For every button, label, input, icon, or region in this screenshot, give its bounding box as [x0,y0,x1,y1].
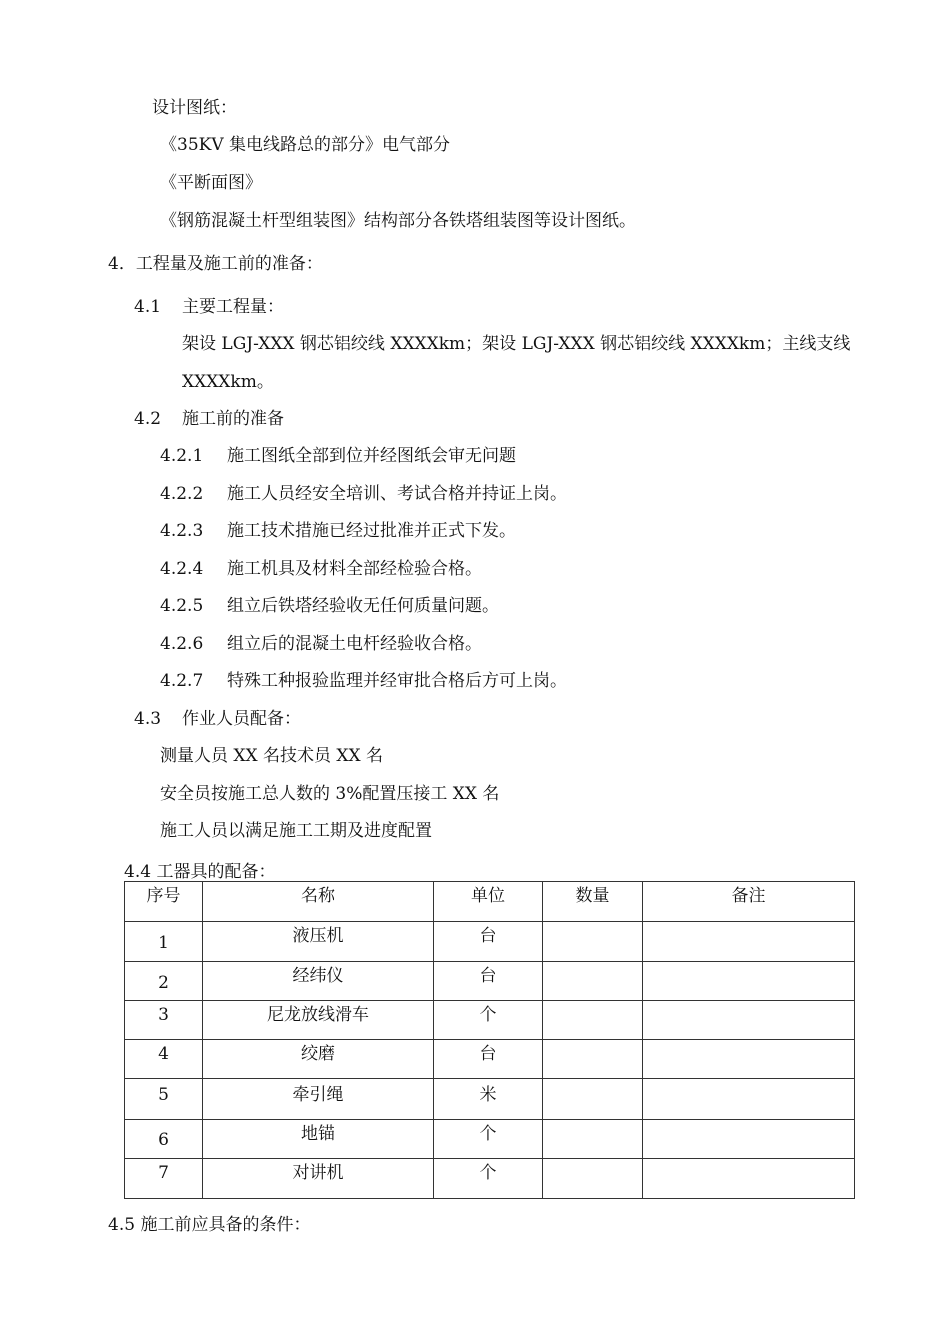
prep-item-number: 4.2.6 [160,634,204,654]
section-4-4-title: 4.4 工器具的配备： [124,862,276,882]
table-row [125,1001,855,1040]
workload-text-line-1: 架设 LGJ-XXX 钢芯铝绞线 XXXXkm；架设 LGJ-XXX 钢芯铝绞线 XXXXkm；主线支线 [182,334,851,354]
prep-item [160,520,516,542]
table-row [125,1040,855,1079]
prep-item-number: 4.2.1 [160,446,204,466]
cell-remarks [643,1001,855,1040]
cell-name: 地锚 [203,1120,434,1159]
prep-item-text: 组立后铁塔经验收无任何质量问题。 [227,596,499,616]
section-4-1-title: 主要工程量： [182,297,284,317]
table-row [125,1120,855,1159]
cell-remarks [643,962,855,1001]
prep-item-number: 4.2.3 [160,521,204,541]
cell-index: 3 [125,1001,203,1040]
cell-index: 1 [125,922,203,962]
staff-line-2: 安全员按施工总人数的 3%配置压接工 XX 名 [160,784,500,804]
table-header-row [125,882,855,922]
prep-item-text: 施工机具及材料全部经检验合格。 [227,559,482,579]
cell-index: 5 [125,1079,203,1120]
prep-item-number: 4.2.7 [160,671,204,691]
design-item-3: 《钢筋混凝土杆型组装图》结构部分各铁塔组装图等设计图纸。 [160,211,636,231]
section-4-2-title: 施工前的准备 [182,409,284,429]
section-4-3-title: 作业人员配备： [182,709,301,729]
table-row [125,962,855,1001]
workload-text-line-2: XXXXkm。 [182,372,274,392]
prep-item-text: 施工图纸全部到位并经图纸会审无问题 [227,446,516,466]
prep-item-text: 组立后的混凝土电杆经验收合格。 [227,634,482,654]
cell-name: 尼龙放线滑车 [203,1001,434,1040]
section-4-1-number: 4.1 [134,297,162,317]
prep-item-text: 施工人员经安全培训、考试合格并持证上岗。 [227,484,567,504]
column-header-remarks: 备注 [643,882,855,922]
section-4-2-heading [134,408,284,430]
column-header-quantity: 数量 [543,882,643,922]
cell-quantity [543,1120,643,1159]
cell-unit: 米 [434,1079,543,1120]
column-header-unit: 单位 [434,882,543,922]
cell-name: 牵引绳 [203,1079,434,1120]
prep-item [160,558,482,580]
table-row [125,1079,855,1120]
cell-remarks [643,1159,855,1199]
cell-unit: 台 [434,962,543,1001]
cell-quantity [543,1079,643,1120]
cell-quantity [543,962,643,1001]
cell-unit: 个 [434,1120,543,1159]
table-row [125,922,855,962]
cell-unit: 台 [434,922,543,962]
column-header-name: 名称 [203,882,434,922]
prep-item [160,670,567,692]
cell-remarks [643,1040,855,1079]
design-item-1: 《35KV 集电线路总的部分》电气部分 [160,135,451,155]
cell-quantity [543,1001,643,1040]
prep-item-text: 特殊工种报验监理并经审批合格后方可上岗。 [227,671,567,691]
staff-line-1: 测量人员 XX 名技术员 XX 名 [160,746,384,766]
cell-index: 2 [125,962,203,1001]
prep-item [160,483,567,505]
section-4-3-heading [134,708,301,730]
cell-name: 对讲机 [203,1159,434,1199]
prep-item [160,595,499,617]
cell-quantity [543,922,643,962]
section-4-1-heading [134,296,284,318]
staff-line-3: 施工人员以满足施工工期及进度配置 [160,821,432,841]
tools-table [124,881,855,1199]
section-4-5-title: 4.5 施工前应具备的条件： [108,1215,311,1235]
cell-remarks [643,1120,855,1159]
prep-item-number: 4.2.4 [160,559,204,579]
column-header-index: 序号 [125,882,203,922]
cell-index: 6 [125,1120,203,1159]
cell-unit: 个 [434,1001,543,1040]
cell-quantity [543,1040,643,1079]
cell-unit: 台 [434,1040,543,1079]
prep-item [160,445,516,467]
table-row [125,1159,855,1199]
cell-remarks [643,922,855,962]
cell-remarks [643,1079,855,1120]
section-4-title: 4．工程量及施工前的准备： [108,254,323,274]
cell-unit: 个 [434,1159,543,1199]
design-item-2: 《平断面图》 [160,173,262,193]
section-4-2-number: 4.2 [134,409,162,429]
cell-name: 液压机 [203,922,434,962]
section-4-3-number: 4.3 [134,709,162,729]
cell-name: 绞磨 [203,1040,434,1079]
cell-index: 7 [125,1159,203,1199]
prep-item-number: 4.2.5 [160,596,204,616]
cell-index: 4 [125,1040,203,1079]
prep-item [160,633,482,655]
cell-name: 经纬仪 [203,962,434,1001]
cell-quantity [543,1159,643,1199]
prep-item-text: 施工技术措施已经过批准并正式下发。 [227,521,516,541]
design-heading: 设计图纸： [152,98,237,118]
prep-item-number: 4.2.2 [160,484,204,504]
